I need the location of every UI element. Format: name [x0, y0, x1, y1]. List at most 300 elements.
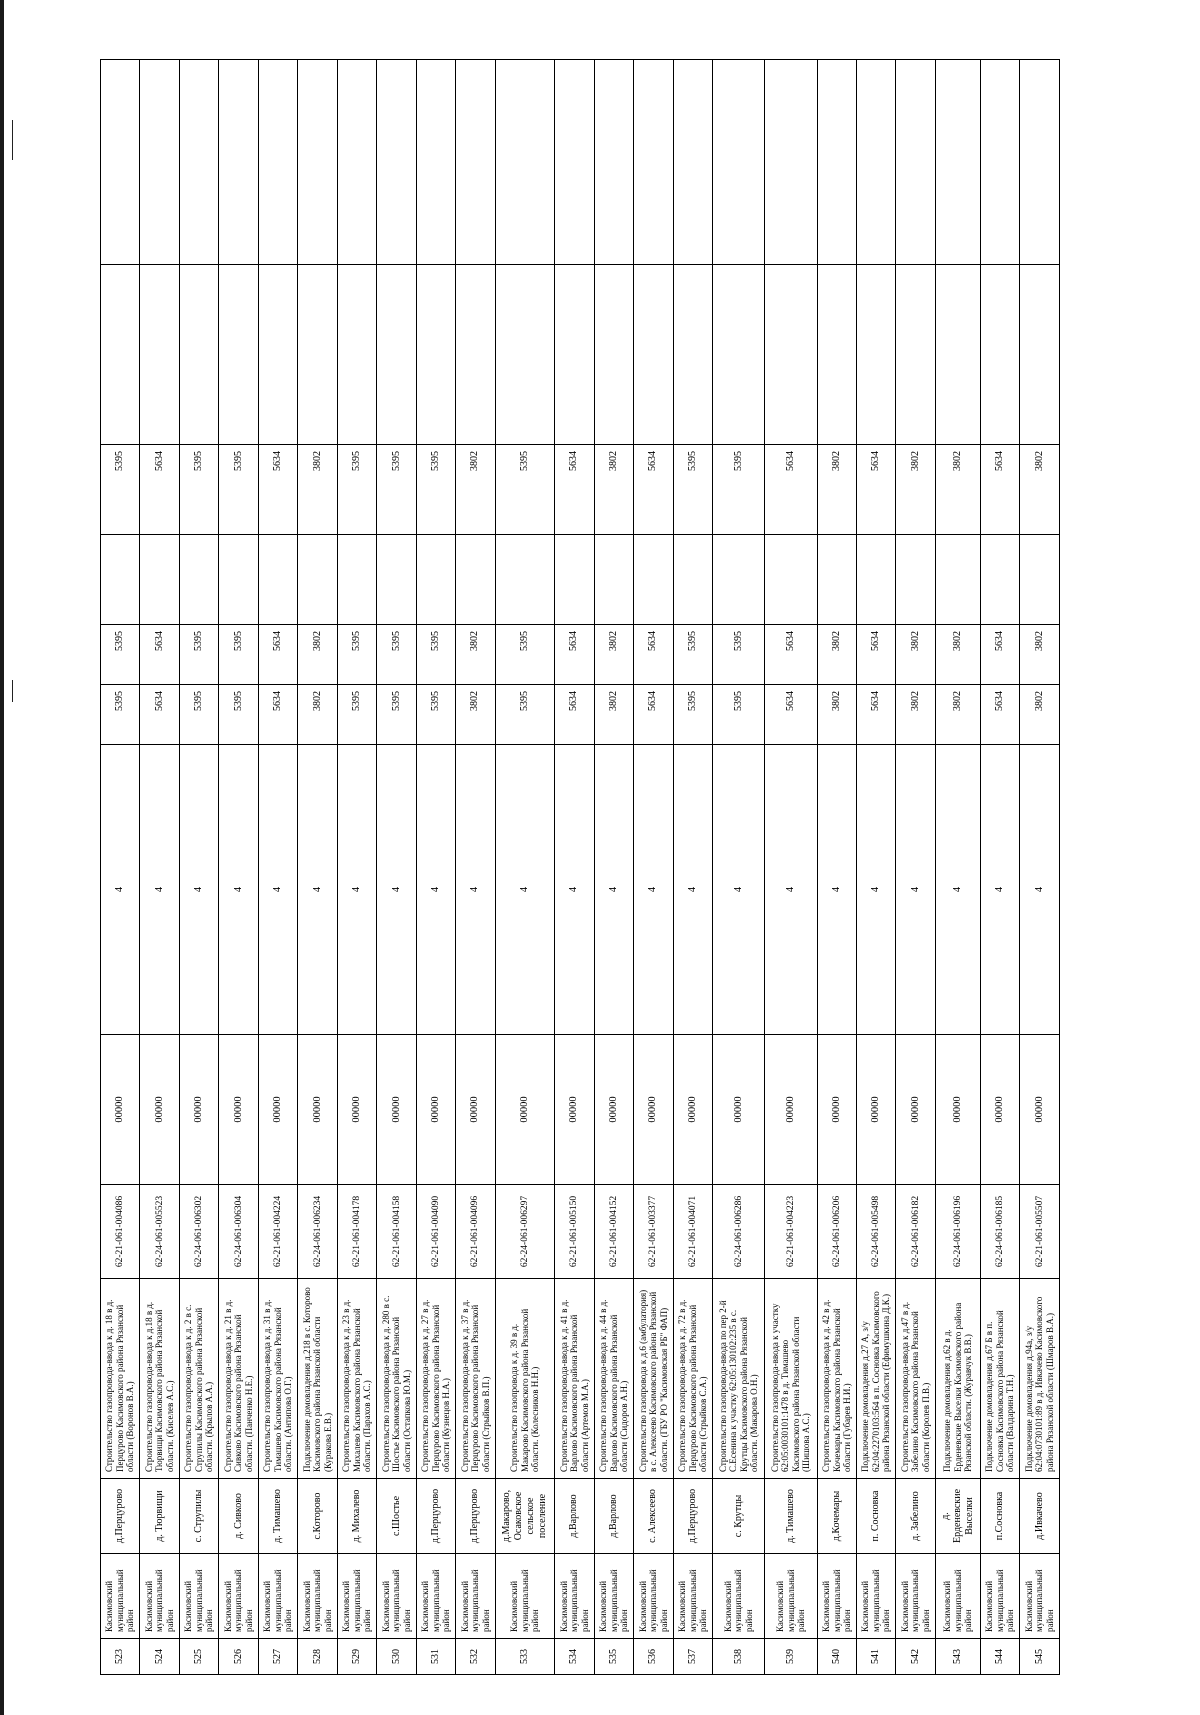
value-a-cell: 5395: [495, 685, 555, 745]
empty-cell: [258, 265, 297, 445]
description-cell: Строительство газопровода-ввода к д.47 в д. Забелино Касимовского района Рязанской области (Королев П.В.): [896, 1279, 935, 1479]
empty-cell: [298, 535, 337, 625]
description-cell: Подключение домовладения д.94а, з/у 62:04:0730101:89 в д. Ивкачево Касимовского района Рязанской области (Шмаров В.А.): [1020, 1279, 1060, 1479]
value-b-cell: 5634: [140, 625, 179, 685]
table-row: [673, 60, 712, 1675]
empty-cell: [980, 60, 1019, 265]
municipality-cell: Касимовский муниципальный район: [765, 1554, 817, 1639]
description-cell: Строительство газопровода-ввода к д. 42 в д. Кочемары Касимовского района Рязанской области (Губарев Н.И.): [817, 1279, 856, 1479]
value-a-cell: 5395: [179, 685, 218, 745]
code-cell: 00000: [140, 1035, 179, 1185]
value-a-cell: 3802: [817, 685, 856, 745]
rotated-table-sheet: [100, 60, 1060, 1675]
row-number: 545: [1020, 1639, 1060, 1675]
value-c-cell: 5634: [856, 445, 895, 535]
scan-edge: [0, 0, 4, 1715]
category-cell: 4: [1020, 745, 1060, 1035]
empty-cell: [456, 265, 495, 445]
cadastral-number-cell: 62-21-061-004158: [377, 1185, 416, 1279]
municipality-cell: Касимовский муниципальный район: [594, 1554, 633, 1639]
empty-cell: [258, 60, 297, 265]
row-number: 535: [594, 1639, 633, 1675]
empty-cell: [337, 535, 376, 625]
cadastral-number-cell: 62-24-061-006234: [298, 1185, 337, 1279]
row-number: 532: [456, 1639, 495, 1675]
cadastral-number-cell: 62-24-061-006304: [219, 1185, 258, 1279]
empty-cell: [713, 60, 765, 265]
table-row: [896, 60, 935, 1675]
table-row: [219, 60, 258, 1675]
category-cell: 4: [634, 745, 673, 1035]
cadastral-number-cell: 62-21-061-004178: [337, 1185, 376, 1279]
value-c-cell: 5395: [495, 445, 555, 535]
description-cell: Строительство газопровода-ввода к д. 2 в с. Струпилы Касимовского района Рязанской области. (Крылов А.А.): [179, 1279, 218, 1479]
table-row: [179, 60, 218, 1675]
locality-cell: с.Которово: [298, 1479, 337, 1554]
code-cell: 00000: [555, 1035, 594, 1185]
empty-cell: [765, 535, 817, 625]
empty-cell: [219, 60, 258, 265]
value-b-cell: 3802: [896, 625, 935, 685]
value-a-cell: 5634: [980, 685, 1019, 745]
municipality-cell: Касимовский муниципальный район: [219, 1554, 258, 1639]
table-row: [980, 60, 1019, 1675]
empty-cell: [377, 535, 416, 625]
empty-cell: [634, 265, 673, 445]
empty-cell: [594, 60, 633, 265]
municipality-cell: Касимовский муниципальный район: [101, 1554, 140, 1639]
empty-cell: [377, 60, 416, 265]
value-a-cell: 5395: [416, 685, 455, 745]
category-cell: 4: [298, 745, 337, 1035]
cadastral-number-cell: 62-21-061-004086: [101, 1185, 140, 1279]
empty-cell: [856, 60, 895, 265]
empty-cell: [258, 535, 297, 625]
empty-cell: [337, 60, 376, 265]
cadastral-number-cell: 62-24-061-005523: [140, 1185, 179, 1279]
locality-cell: д. Забелино: [896, 1479, 935, 1554]
value-b-cell: 5634: [258, 625, 297, 685]
locality-cell: с. Алексеево: [634, 1479, 673, 1554]
row-number: 530: [377, 1639, 416, 1675]
category-cell: 4: [179, 745, 218, 1035]
locality-cell: д.Перцурово: [673, 1479, 712, 1554]
row-number: 528: [298, 1639, 337, 1675]
municipality-cell: Касимовский муниципальный район: [817, 1554, 856, 1639]
value-a-cell: 5634: [856, 685, 895, 745]
table-row: [337, 60, 376, 1675]
empty-cell: [935, 60, 980, 265]
empty-cell: [495, 535, 555, 625]
locality-cell: д.Ивкачево: [1020, 1479, 1060, 1554]
row-number: 544: [980, 1639, 1019, 1675]
empty-cell: [817, 60, 856, 265]
cadastral-number-cell: 62-21-061-005150: [555, 1185, 594, 1279]
row-number: 537: [673, 1639, 712, 1675]
locality-cell: п. Сосновка: [856, 1479, 895, 1554]
category-cell: 4: [456, 745, 495, 1035]
description-cell: Подключение домовладения д.27 А, з/у 62:04:2270103:564 в п. Сосновка Касимовского района Рязанской области (Ефимушкина Д.К.): [856, 1279, 895, 1479]
table-row: [555, 60, 594, 1675]
empty-cell: [555, 265, 594, 445]
empty-cell: [555, 535, 594, 625]
category-cell: 4: [377, 745, 416, 1035]
empty-cell: [896, 60, 935, 265]
empty-cell: [673, 265, 712, 445]
municipality-cell: Касимовский муниципальный район: [980, 1554, 1019, 1639]
empty-cell: [179, 265, 218, 445]
value-a-cell: 3802: [896, 685, 935, 745]
value-b-cell: 3802: [1020, 625, 1060, 685]
value-c-cell: 3802: [594, 445, 633, 535]
empty-cell: [140, 60, 179, 265]
value-b-cell: 5395: [179, 625, 218, 685]
municipality-cell: Касимовский муниципальный район: [337, 1554, 376, 1639]
value-c-cell: 3802: [1020, 445, 1060, 535]
row-number: 529: [337, 1639, 376, 1675]
value-b-cell: 5395: [337, 625, 376, 685]
value-c-cell: 3802: [817, 445, 856, 535]
row-number: 534: [555, 1639, 594, 1675]
code-cell: 00000: [456, 1035, 495, 1185]
table-row: [1020, 60, 1060, 1675]
category-cell: 4: [896, 745, 935, 1035]
empty-cell: [980, 535, 1019, 625]
value-b-cell: 5395: [101, 625, 140, 685]
row-number: 542: [896, 1639, 935, 1675]
municipality-cell: Касимовский муниципальный район: [258, 1554, 297, 1639]
code-cell: 00000: [377, 1035, 416, 1185]
table-row: [765, 60, 817, 1675]
locality-cell: д.Макарово, Осаковское сельское поселение: [495, 1479, 555, 1554]
code-cell: 00000: [856, 1035, 895, 1185]
empty-cell: [765, 60, 817, 265]
table-row: [101, 60, 140, 1675]
municipality-cell: Касимовский муниципальный район: [416, 1554, 455, 1639]
empty-cell: [713, 265, 765, 445]
table-row: [258, 60, 297, 1675]
municipality-cell: Касимовский муниципальный район: [713, 1554, 765, 1639]
row-number: 531: [416, 1639, 455, 1675]
table-row: [140, 60, 179, 1675]
value-b-cell: 3802: [456, 625, 495, 685]
description-cell: Строительство газопровода-ввода к д. 27 в д. Перцурово Касимовского района Рязанской области (Кузнецов Н.А.): [416, 1279, 455, 1479]
value-c-cell: 5395: [219, 445, 258, 535]
gas-connection-table: [100, 59, 1060, 1675]
cadastral-number-cell: 62-24-061-006286: [713, 1185, 765, 1279]
description-cell: Строительство газопровода-ввода к участку 62:05:0030101:1478 в д. Тимашево Касимовского района Рязанской области (Шишова А.С.): [765, 1279, 817, 1479]
locality-cell: д.Варлово: [555, 1479, 594, 1554]
table-body: [101, 60, 1060, 1675]
empty-cell: [896, 535, 935, 625]
value-c-cell: 5634: [140, 445, 179, 535]
table-row: [817, 60, 856, 1675]
municipality-cell: Касимовский муниципальный район: [935, 1554, 980, 1639]
table-row: [377, 60, 416, 1675]
code-cell: 00000: [416, 1035, 455, 1185]
value-c-cell: 5634: [258, 445, 297, 535]
value-a-cell: 5395: [337, 685, 376, 745]
row-number: 525: [179, 1639, 218, 1675]
category-cell: 4: [765, 745, 817, 1035]
municipality-cell: Касимовский муниципальный район: [673, 1554, 712, 1639]
table-row: [456, 60, 495, 1675]
empty-cell: [101, 60, 140, 265]
locality-cell: д. Михалево: [337, 1479, 376, 1554]
category-cell: 4: [101, 745, 140, 1035]
empty-cell: [713, 535, 765, 625]
empty-cell: [1020, 535, 1060, 625]
table-row: [856, 60, 895, 1675]
value-b-cell: 5634: [765, 625, 817, 685]
empty-cell: [101, 535, 140, 625]
value-c-cell: 3802: [935, 445, 980, 535]
locality-cell: д. Сивково: [219, 1479, 258, 1554]
value-b-cell: 5395: [377, 625, 416, 685]
description-cell: Строительство газопровода-ввода к д. 31 в д. Тимашево Касимовского района Рязанской области. (Антипова О.Г.): [258, 1279, 297, 1479]
empty-cell: [594, 265, 633, 445]
value-a-cell: 5395: [673, 685, 712, 745]
empty-cell: [817, 535, 856, 625]
value-a-cell: 5395: [219, 685, 258, 745]
empty-cell: [337, 265, 376, 445]
description-cell: Строительство газопровода-ввода к д. 41 в д. Варлово Касимовского района Рязанской области (Артемов М.А.): [555, 1279, 594, 1479]
code-cell: 00000: [817, 1035, 856, 1185]
municipality-cell: Касимовский муниципальный район: [456, 1554, 495, 1639]
empty-cell: [179, 535, 218, 625]
table-row: [594, 60, 633, 1675]
locality-cell: д.Кочемары: [817, 1479, 856, 1554]
locality-cell: п.Сосновка: [980, 1479, 1019, 1554]
description-cell: Строительство газопровода-ввода к д.18 в д. Тюрвищи Касимовского района Рязанской области. (Киселев А.С.): [140, 1279, 179, 1479]
category-cell: 4: [856, 745, 895, 1035]
empty-cell: [673, 535, 712, 625]
cadastral-number-cell: 62-24-061-006302: [179, 1185, 218, 1279]
value-a-cell: 5395: [101, 685, 140, 745]
value-a-cell: 3802: [935, 685, 980, 745]
municipality-cell: Касимовский муниципальный район: [555, 1554, 594, 1639]
value-a-cell: 5634: [555, 685, 594, 745]
category-cell: 4: [713, 745, 765, 1035]
value-a-cell: 3802: [594, 685, 633, 745]
code-cell: 00000: [101, 1035, 140, 1185]
code-cell: 00000: [935, 1035, 980, 1185]
empty-cell: [298, 265, 337, 445]
row-number: 527: [258, 1639, 297, 1675]
empty-cell: [495, 265, 555, 445]
empty-cell: [935, 265, 980, 445]
description-cell: Строительство газопровода-ввода к д. 18 в д. Перцурово Касимовского района Рязанской области (Воронов В.А.): [101, 1279, 140, 1479]
empty-cell: [856, 265, 895, 445]
description-cell: Подключение домовладения д.62 в д. Ерденевские Выселки Касимовского района Рязанской области. (Журавчук В.В.): [935, 1279, 980, 1479]
code-cell: 00000: [634, 1035, 673, 1185]
cadastral-number-cell: 62-21-061-004096: [456, 1185, 495, 1279]
empty-cell: [555, 60, 594, 265]
cadastral-number-cell: 62-24-061-006182: [896, 1185, 935, 1279]
cadastral-number-cell: 62-24-061-005498: [856, 1185, 895, 1279]
code-cell: 00000: [298, 1035, 337, 1185]
code-cell: 00000: [258, 1035, 297, 1185]
code-cell: 00000: [1020, 1035, 1060, 1185]
value-c-cell: 5395: [179, 445, 218, 535]
cadastral-number-cell: 62-24-061-006185: [980, 1185, 1019, 1279]
value-c-cell: 5395: [416, 445, 455, 535]
empty-cell: [219, 535, 258, 625]
value-c-cell: 5395: [673, 445, 712, 535]
municipality-cell: Касимовский муниципальный район: [377, 1554, 416, 1639]
value-b-cell: 3802: [817, 625, 856, 685]
description-cell: Подключение домовладения д.67 Б в п. Сосновка Касимовского района Рязанской области (Валдарина Т.Н.): [980, 1279, 1019, 1479]
locality-cell: д.Перцурово: [101, 1479, 140, 1554]
description-cell: Строительство газопровода-ввода к д. 23 в д. Михалево Касимовского района Рязанской области. (Парахов А.С.): [337, 1279, 376, 1479]
empty-cell: [495, 60, 555, 265]
description-cell: Строительство газопровода-ввода к д. 44 в д. Варлово Касимовского района Рязанской области (Сидоров А.Н.): [594, 1279, 633, 1479]
empty-cell: [140, 535, 179, 625]
locality-cell: д. Ерденевские Выселки: [935, 1479, 980, 1554]
empty-cell: [935, 535, 980, 625]
locality-cell: д.Варлово: [594, 1479, 633, 1554]
empty-cell: [765, 265, 817, 445]
municipality-cell: Касимовский муниципальный район: [495, 1554, 555, 1639]
category-cell: 4: [219, 745, 258, 1035]
table-row: [298, 60, 337, 1675]
category-cell: 4: [673, 745, 712, 1035]
value-b-cell: 3802: [935, 625, 980, 685]
municipality-cell: Касимовский муниципальный район: [896, 1554, 935, 1639]
empty-cell: [634, 60, 673, 265]
value-c-cell: 5395: [377, 445, 416, 535]
value-b-cell: 5634: [555, 625, 594, 685]
row-number: 543: [935, 1639, 980, 1675]
locality-cell: д.Перцурово: [416, 1479, 455, 1554]
empty-cell: [140, 265, 179, 445]
code-cell: 00000: [765, 1035, 817, 1185]
code-cell: 00000: [179, 1035, 218, 1185]
cadastral-number-cell: 62-21-061-004071: [673, 1185, 712, 1279]
row-number: 533: [495, 1639, 555, 1675]
value-c-cell: 3802: [456, 445, 495, 535]
empty-cell: [980, 265, 1019, 445]
category-cell: 4: [935, 745, 980, 1035]
table-row: [416, 60, 455, 1675]
category-cell: 4: [337, 745, 376, 1035]
row-number: 540: [817, 1639, 856, 1675]
value-b-cell: 5395: [713, 625, 765, 685]
cadastral-number-cell: 62-21-061-004152: [594, 1185, 633, 1279]
description-cell: Строительство газопровода к д.6 (амбулатория) в с. Алексеево Касимовского района Рязанской области. (ГБУ РО "Касимовская РБ" ФАП): [634, 1279, 673, 1479]
value-c-cell: 3802: [298, 445, 337, 535]
value-c-cell: 5634: [634, 445, 673, 535]
cadastral-number-cell: 62-24-061-006206: [817, 1185, 856, 1279]
locality-cell: д. Тимашево: [765, 1479, 817, 1554]
code-cell: 00000: [495, 1035, 555, 1185]
cadastral-number-cell: 62-21-061-003377: [634, 1185, 673, 1279]
description-cell: Строительство газопровода-ввода по пер 2-й С.Есенина к участку 62:05:130102:235 в с. Крутцы Касимовского района Рязанской области. (Макарова О.Н.): [713, 1279, 765, 1479]
value-a-cell: 5634: [140, 685, 179, 745]
code-cell: 00000: [980, 1035, 1019, 1185]
table-row: [935, 60, 980, 1675]
row-number: 523: [101, 1639, 140, 1675]
empty-cell: [416, 60, 455, 265]
description-cell: Строительство газопровода-ввода к д. 72 в д. Перцурово Касимовского района Рязанской области (Стрыйков С.А.): [673, 1279, 712, 1479]
empty-cell: [101, 265, 140, 445]
value-c-cell: 3802: [896, 445, 935, 535]
category-cell: 4: [555, 745, 594, 1035]
empty-cell: [456, 60, 495, 265]
scan-mark: [12, 120, 13, 160]
code-cell: 00000: [673, 1035, 712, 1185]
value-a-cell: 5634: [765, 685, 817, 745]
code-cell: 00000: [219, 1035, 258, 1185]
category-cell: 4: [980, 745, 1019, 1035]
value-a-cell: 3802: [456, 685, 495, 745]
cadastral-number-cell: 62-24-061-006297: [495, 1185, 555, 1279]
row-number: 526: [219, 1639, 258, 1675]
locality-cell: с. Крутцы: [713, 1479, 765, 1554]
category-cell: 4: [140, 745, 179, 1035]
value-a-cell: 5634: [634, 685, 673, 745]
row-number: 524: [140, 1639, 179, 1675]
locality-cell: д. Тимашево: [258, 1479, 297, 1554]
code-cell: 00000: [594, 1035, 633, 1185]
municipality-cell: Касимовский муниципальный район: [856, 1554, 895, 1639]
row-number: 538: [713, 1639, 765, 1675]
description-cell: Строительство газопровода-ввода к д. 21 в д. Сивково Касимовского района Рязанской области. (Панченко Н.Е.): [219, 1279, 258, 1479]
empty-cell: [456, 535, 495, 625]
value-b-cell: 5395: [495, 625, 555, 685]
value-b-cell: 5634: [634, 625, 673, 685]
description-cell: Строительство газопровода-ввода к д. 280 в с. Шостье Касимовского района Рязанской области (Остапкова Ю.М.): [377, 1279, 416, 1479]
code-cell: 00000: [337, 1035, 376, 1185]
value-c-cell: 5634: [555, 445, 594, 535]
value-a-cell: 3802: [1020, 685, 1060, 745]
value-a-cell: 5395: [713, 685, 765, 745]
empty-cell: [817, 265, 856, 445]
category-cell: 4: [416, 745, 455, 1035]
municipality-cell: Касимовский муниципальный район: [634, 1554, 673, 1639]
row-number: 536: [634, 1639, 673, 1675]
value-c-cell: 5395: [713, 445, 765, 535]
empty-cell: [594, 535, 633, 625]
empty-cell: [856, 535, 895, 625]
value-b-cell: 5634: [980, 625, 1019, 685]
value-c-cell: 5395: [337, 445, 376, 535]
empty-cell: [673, 60, 712, 265]
value-b-cell: 3802: [594, 625, 633, 685]
value-a-cell: 5395: [377, 685, 416, 745]
municipality-cell: Касимовский муниципальный район: [179, 1554, 218, 1639]
municipality-cell: Касимовский муниципальный район: [1020, 1554, 1060, 1639]
row-number: 541: [856, 1639, 895, 1675]
value-b-cell: 5395: [673, 625, 712, 685]
empty-cell: [896, 265, 935, 445]
scan-mark: [12, 680, 13, 702]
value-c-cell: 5634: [980, 445, 1019, 535]
value-b-cell: 5395: [416, 625, 455, 685]
table-row: [634, 60, 673, 1675]
value-a-cell: 3802: [298, 685, 337, 745]
cadastral-number-cell: 62-21-061-004090: [416, 1185, 455, 1279]
empty-cell: [416, 265, 455, 445]
value-b-cell: 5395: [219, 625, 258, 685]
table-row: [713, 60, 765, 1675]
locality-cell: д.Перцурово: [456, 1479, 495, 1554]
value-b-cell: 5634: [856, 625, 895, 685]
empty-cell: [219, 265, 258, 445]
value-a-cell: 5634: [258, 685, 297, 745]
empty-cell: [1020, 265, 1060, 445]
municipality-cell: Касимовский муниципальный район: [298, 1554, 337, 1639]
